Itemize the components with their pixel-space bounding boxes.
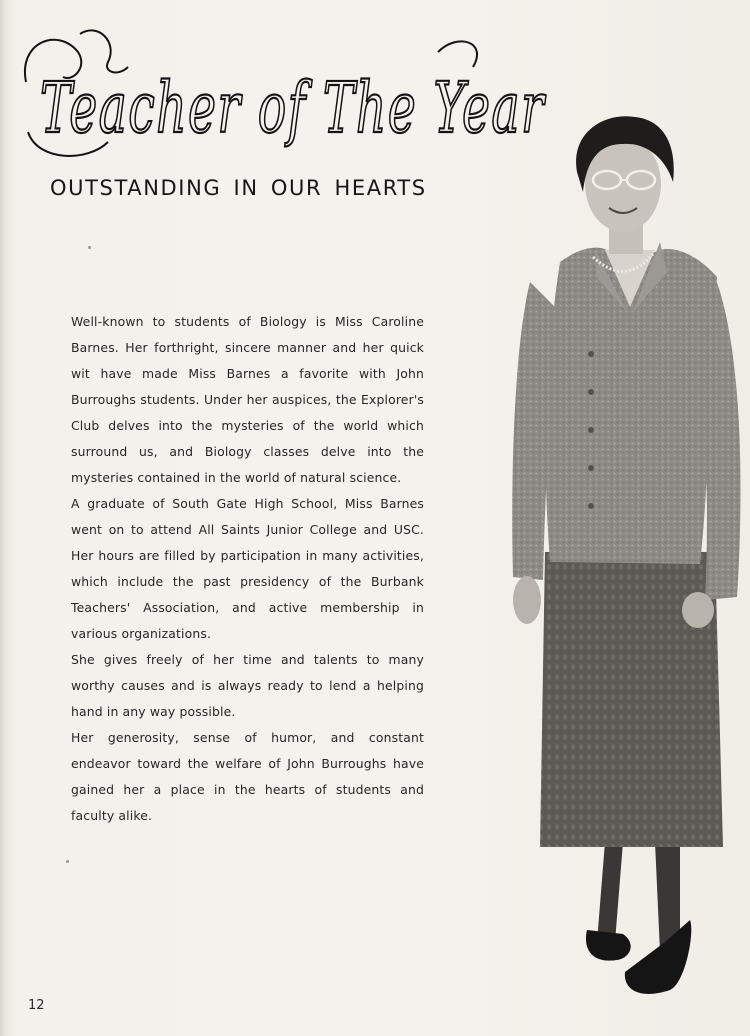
- shoe: [586, 930, 631, 961]
- page-number: 12: [28, 998, 45, 1013]
- legs: [597, 842, 623, 942]
- paper-speck: [66, 860, 69, 863]
- page-title: [18, 22, 558, 167]
- title-flourish: [438, 41, 477, 67]
- jacket-button: [588, 503, 594, 509]
- hand: [682, 592, 714, 628]
- hand: [513, 576, 541, 624]
- paper-speck: [88, 246, 91, 249]
- jacket-button: [588, 465, 594, 471]
- teacher-photo: [505, 112, 750, 1002]
- title-text: Teacher of The Year: [40, 67, 547, 149]
- article-paragraph: Well-known to students of Biology is Miss Caroline Barnes. Her forthright, sincere manner and her quick wit have made Miss Barnes a favorite with John Burroughs students. Under her auspices, the Explorer's Club delves into the mysteries of the world which surround us, and Biology classes delve into the mysteries contained in the world of natural science.: [71, 314, 424, 485]
- jacket-button: [588, 351, 594, 357]
- page-subtitle: OUTSTANDING IN OUR HEARTS: [50, 176, 427, 200]
- article-paragraph: A graduate of South Gate High School, Miss Barnes went on to attend All Saints Junior College and USC. Her hours are filled by participation in many activities, which include the past presidency of the Burbank Teachers' Association, and active membership in various organizations.: [71, 496, 424, 641]
- article-paragraph: Her generosity, sense of humor, and constant endeavor toward the welfare of John Burroughs have gained her a place in the hearts of students and faculty alike.: [71, 730, 424, 823]
- jacket-button: [588, 389, 594, 395]
- jacket-button: [588, 427, 594, 433]
- article-body: [71, 309, 424, 829]
- shoe: [625, 920, 691, 994]
- article-paragraph: She gives freely of her time and talents to many worthy causes and is always ready to lend a helping hand in any way possible.: [71, 652, 424, 719]
